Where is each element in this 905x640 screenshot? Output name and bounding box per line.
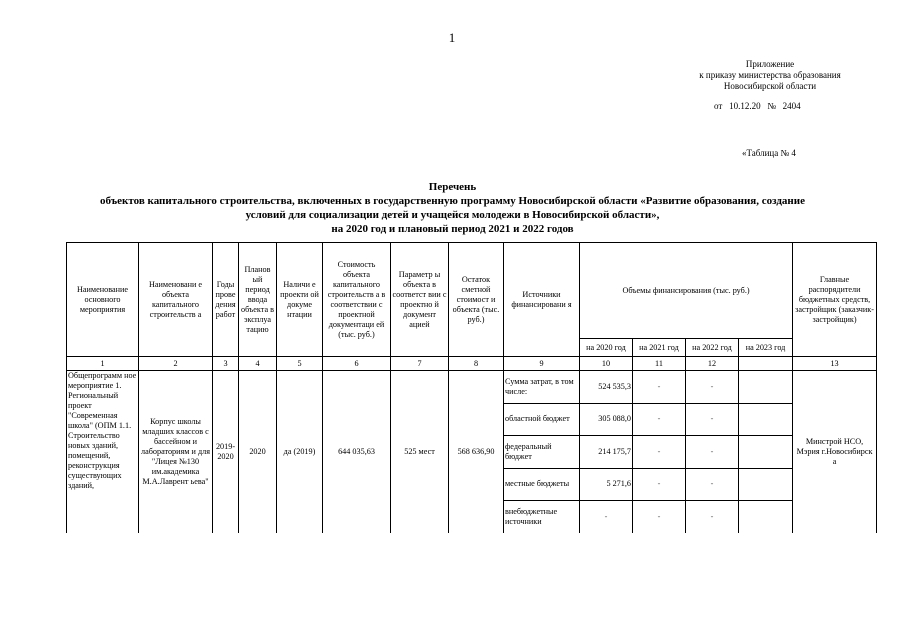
column-number: 7 bbox=[391, 357, 449, 371]
column-number: 9 bbox=[504, 357, 580, 371]
header-design-docs: Наличи е проекти ой докуме нтации bbox=[277, 243, 323, 357]
page-number: 1 bbox=[448, 30, 456, 45]
column-number: 8 bbox=[449, 357, 504, 371]
header-parameters: Параметр ы объекта в соответст вии с проектно й документ ацией bbox=[391, 243, 449, 357]
header-activity: Наименование основного мероприятия bbox=[67, 243, 139, 357]
amount-2020: 214 175,7 bbox=[580, 436, 633, 469]
title-line1: Перечень bbox=[428, 181, 477, 193]
header-year-2021: на 2021 год bbox=[633, 339, 686, 357]
column-number: 2 bbox=[139, 357, 213, 371]
header-years: Годы прове дения работ bbox=[213, 243, 239, 357]
remaining-cell: 568 636,90 bbox=[449, 371, 504, 533]
amount-2023 bbox=[739, 403, 793, 436]
appendix-line1: Приложение bbox=[745, 59, 795, 69]
appendix-line2: к приказу министерства образования bbox=[699, 70, 841, 80]
amount-2021: - bbox=[633, 468, 686, 501]
cost-cell: 644 035,63 bbox=[323, 371, 391, 533]
header-cost: Стоимость объекта капитального строительств а в соответствии с проектной документаци ей (тыс. руб.) bbox=[323, 243, 391, 357]
source-name: федеральный бюджет bbox=[504, 436, 580, 469]
appendix-block bbox=[640, 59, 900, 92]
years-cell: 2019-2020 bbox=[213, 371, 239, 533]
object-cell: Корпус школы младших классов с бассейном и лабораториям и для "Лицея №130 им.академика М.А.Лаврент ьева" bbox=[139, 371, 213, 533]
source-name: областной бюджет bbox=[504, 403, 580, 436]
column-number: 5 bbox=[277, 357, 323, 371]
header-distributors: Главные распорядители бюджетных средств, застройщик (заказчик-застройщик) bbox=[793, 243, 877, 357]
amount-2023 bbox=[739, 436, 793, 469]
parameters-cell: 525 мест bbox=[391, 371, 449, 533]
column-number bbox=[739, 357, 793, 371]
header-year-2023: на 2023 год bbox=[739, 339, 793, 357]
amount-2021: - bbox=[633, 371, 686, 404]
header-remaining: Остаток сметной стоимост и объекта (тыс. руб.) bbox=[449, 243, 504, 357]
column-number: 4 bbox=[239, 357, 277, 371]
commissioning-cell: 2020 bbox=[239, 371, 277, 533]
order-reference: от 10.12.20 № 2404 bbox=[714, 101, 801, 111]
header-commissioning: Планов ый период ввода объекта в эксплуа тацию bbox=[239, 243, 277, 357]
appendix-line3: Новосибирской области bbox=[723, 81, 817, 91]
column-number: 10 bbox=[580, 357, 633, 371]
title-line4: на 2020 год и плановый период 2021 и 2022 годов bbox=[331, 223, 574, 235]
column-number: 6 bbox=[323, 357, 391, 371]
objects-table bbox=[66, 242, 877, 533]
amount-2022: - bbox=[686, 371, 739, 404]
column-number: 11 bbox=[633, 357, 686, 371]
column-number: 13 bbox=[793, 357, 877, 371]
amount-2022: - bbox=[686, 501, 739, 533]
column-number: 3 bbox=[213, 357, 239, 371]
amount-2021: - bbox=[633, 436, 686, 469]
header-financing-volumes: Объемы финансирования (тыс. руб.) bbox=[580, 243, 793, 339]
header-sources: Источники финансировани я bbox=[504, 243, 580, 357]
amount-2023 bbox=[739, 501, 793, 533]
amount-2021: - bbox=[633, 501, 686, 533]
distributor-cell: Минстрой НСО, Мэрия г.Новосибирск а bbox=[793, 371, 877, 533]
column-number: 1 bbox=[67, 357, 139, 371]
header-object: Наименовани е объекта капитального строительств а bbox=[139, 243, 213, 357]
amount-2020: - bbox=[580, 501, 633, 533]
title-line2: объектов капитального строительства, включенных в государственную программу Новосибирской области «Развитие образования, создание bbox=[99, 195, 805, 207]
source-name: местные бюджеты bbox=[504, 468, 580, 501]
amount-2023 bbox=[739, 468, 793, 501]
source-name: внебюджетные источники bbox=[504, 501, 580, 533]
amount-2022: - bbox=[686, 436, 739, 469]
document-title bbox=[40, 180, 865, 236]
amount-2022: - bbox=[686, 403, 739, 436]
amount-2020: 5 271,6 bbox=[580, 468, 633, 501]
column-number: 12 bbox=[686, 357, 739, 371]
title-line3: условий для социализации детей и учащейся молодежи в Новосибирской области», bbox=[245, 209, 660, 221]
amount-2023 bbox=[739, 371, 793, 404]
amount-2021: - bbox=[633, 403, 686, 436]
header-year-2022: на 2022 год bbox=[686, 339, 739, 357]
amount-2022: - bbox=[686, 468, 739, 501]
design-docs-cell: да (2019) bbox=[277, 371, 323, 533]
source-name: Сумма затрат, в том числе: bbox=[504, 371, 580, 404]
activity-cell: Общепрограмм ное мероприятие 1. Региональный проект "Современная школа" (ОПМ 1.1. Строительство новых зданий, помещений, реконструкция существующих зданий, bbox=[67, 371, 139, 533]
amount-2020: 524 535,3 bbox=[580, 371, 633, 404]
table-reference: «Таблица № 4 bbox=[742, 148, 796, 158]
header-year-2020: на 2020 год bbox=[580, 339, 633, 357]
amount-2020: 305 088,0 bbox=[580, 403, 633, 436]
